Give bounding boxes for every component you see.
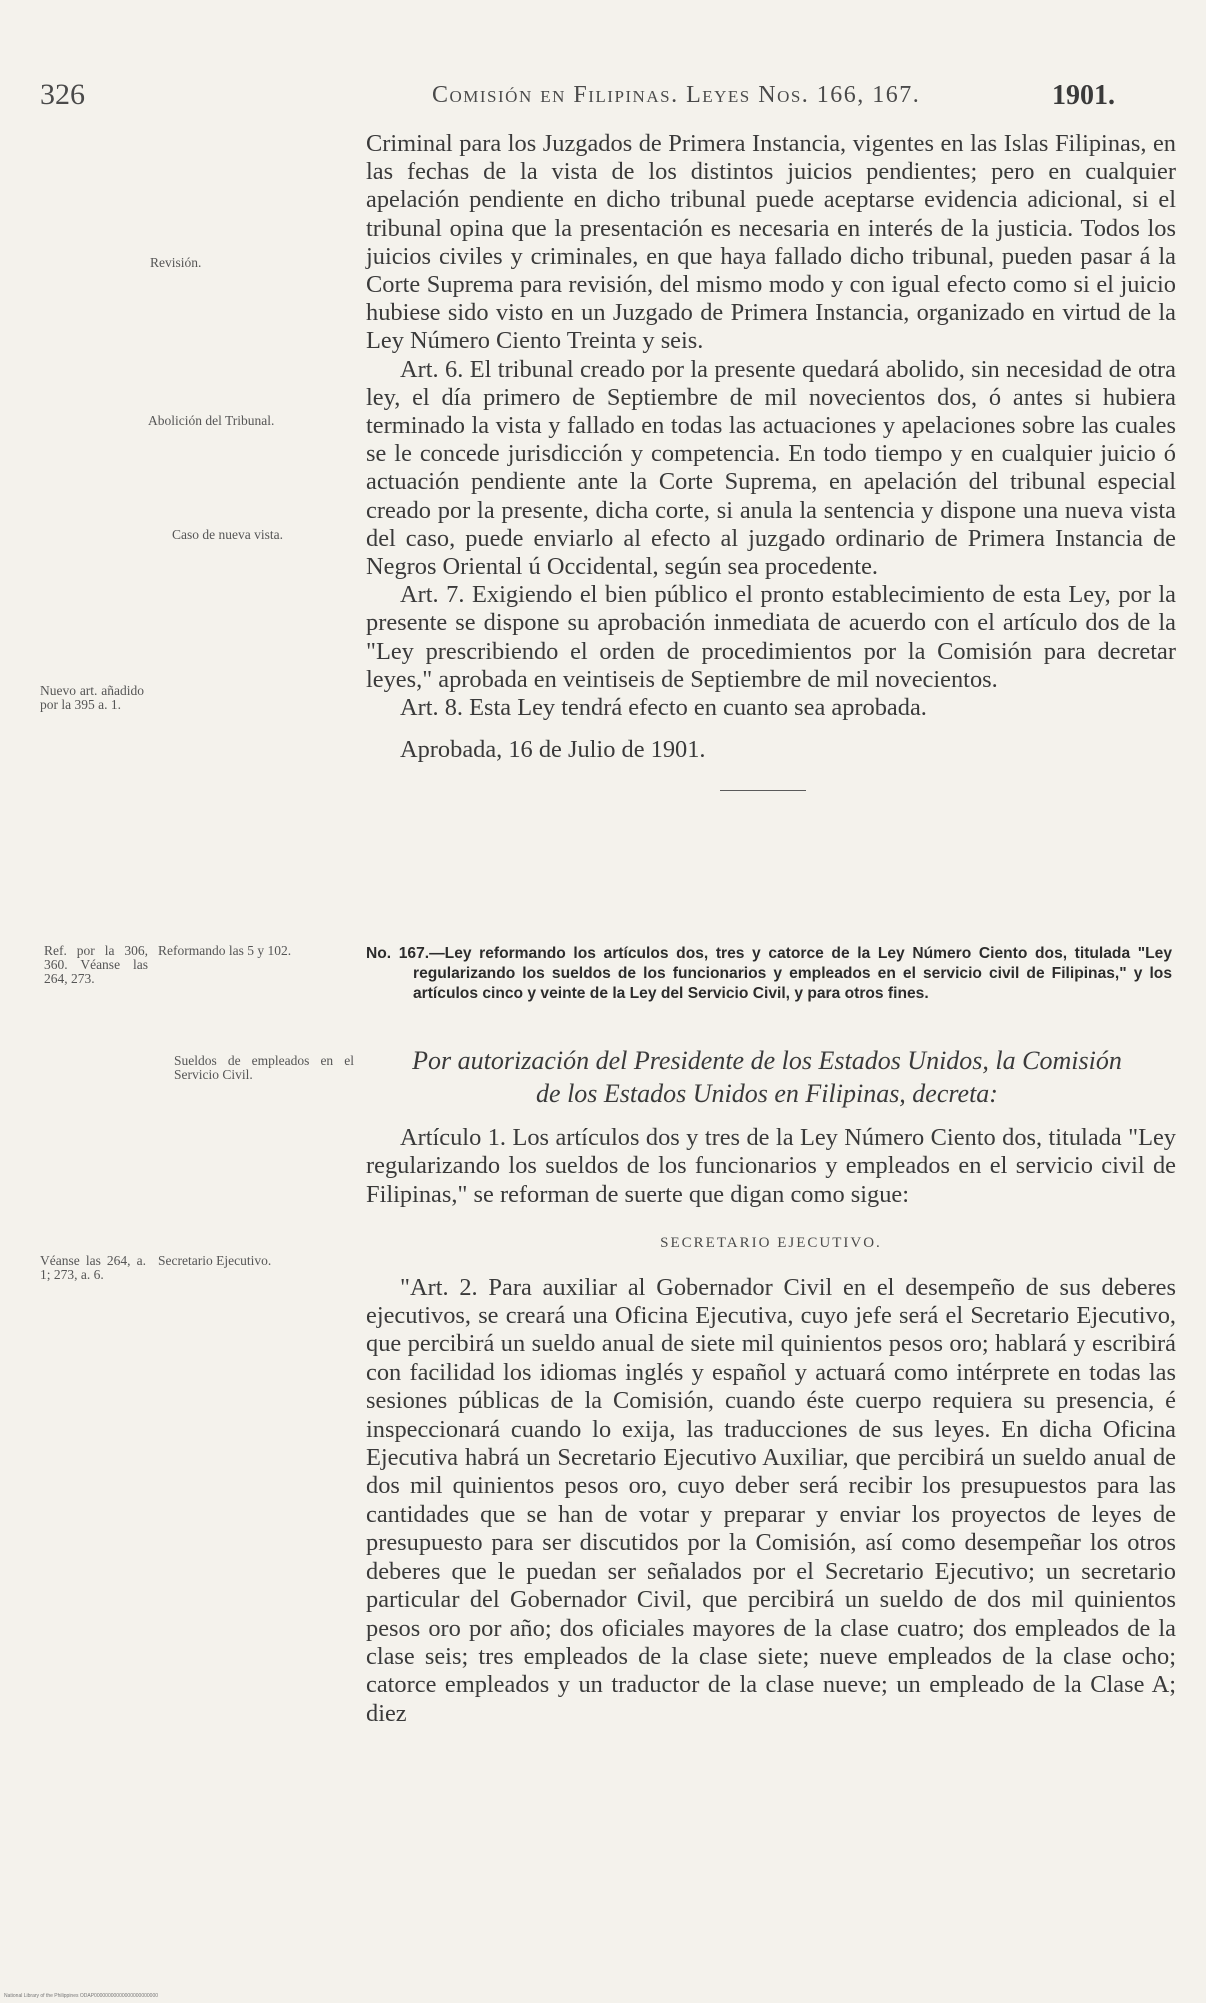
sidenote-revision: Revisión.: [150, 255, 202, 270]
sidenote-sueldos: Sueldos de empleados en el Servicio Civil.: [174, 1053, 354, 1082]
article-2: "Art. 2. Para auxiliar al Gobernador Civil en el desempeño de sus deberes ejecutivos, se creará una Oficina Ejecutiva, cuyo jefe será el Secretario Ejecutivo, que percibirá un sueldo anual de siete mil quinientos pesos oro; hablará y escribirá con facilidad los idiomas inglés y español y actuará como intérprete en todas las sesiones públicas de la Comisión, cuando éste cuerpo requiera su presencia, é inspeccionará cuando lo exija, las traducciones de sus leyes. En dicha Oficina Ejecutiva habrá un Secretario Ejecutivo Auxiliar, que percibirá un sueldo anual de dos mil quinientos pesos oro, cuyo deber será recibir los presupuestos para las cantidades que se han de votar y preparar y enviar los proyectos de leyes de presupuesto para ser discutidos por la Comisión, así como desempeñar los otros deberes que le puedan ser señalados por el Secretario Ejecutivo; un secretario particular del Gobernador Civil, que percibirá un sueldo de dos mil quinientos pesos oro por año; dos oficiales mayores de la clase cuatro; dos empleados de la clase seis; tres empleados de la clase siete; nueve empleados de la clase ocho; catorce empleados y un traductor de la clase nueve; un empleado de la Clase A; diez: [366, 1273, 1176, 1727]
law-167-title-rest: Ciento dos, titulada "Ley regularizando los sueldos de los funcionarios y empleados en el servicio civil de Filipinas," y los artículos cinco y veinte de la Ley del Servicio Civil, y para otros fines.: [413, 945, 1173, 1002]
section-heading: SECRETARIO EJECUTIVO.: [660, 1235, 882, 1252]
sidenote-veanse: Véanse las 264, a. 1; 273, a. 6.: [40, 1253, 146, 1282]
sidenote-abolicion: Abolición del Tribunal.: [148, 413, 275, 428]
approval-date: Aprobada, 16 de Julio de 1901.: [400, 736, 706, 764]
law-167-text: [366, 1044, 1176, 1728]
sidenote-secretario: Secretario Ejecutivo.: [158, 1253, 272, 1268]
article-8: Art. 8. Esta Ley tendrá efecto en cuanto sea aprobada.: [400, 694, 927, 722]
law-166-text: [366, 130, 1176, 791]
sidenote-caso-nueva-vista: Caso de nueva vista.: [172, 527, 283, 542]
enacting-clause-line-2: de los Estados Unidos en Filipinas, decreta:: [536, 1079, 998, 1108]
enacting-clause-line-1: Por autorización del Presidente de los Estados Unidos, la Comisión: [412, 1046, 1122, 1075]
footer-credit: National Library of the Philippines ODAP00000000000000000000000: [4, 1993, 159, 1999]
paragraph-continuation: Criminal para los Juzgados de Primera Instancia, vigentes en las Islas Filipinas, en las fechas de la vista de los distintos juicios pendientes; pero en cualquier apelación pendiente en dicho tribunal puede aceptarse evidencia adicional, si el tribunal opina que la presentación es necesaria en interés de la justicia. Todos los juicios civiles y criminales, en que haya fallado dicho tribunal, pueden pasar á la Corte Suprema para revisión, del mismo modo y con igual efecto como si el juicio hubiese sido visto en un Juzgado de Primera Instancia, organizado en virtud de la Ley Número Ciento Treinta y seis.: [366, 130, 1176, 355]
sidenote-reformando: Reformando las 5 y 102.: [158, 943, 292, 958]
sidenote-ref: Ref. por la 306, 360. Véanse las 264, 273.: [44, 943, 148, 986]
section-divider: [720, 790, 806, 791]
law-167-title-first-line: No. 167.—Ley reformando los artículos dos, tres y catorce de la Ley Número: [366, 945, 972, 962]
running-head-title: Comisión en Filipinas. Leyes Nos. 166, 167.: [432, 82, 921, 108]
law-167-title: [366, 944, 1172, 1004]
page-number: 326: [40, 78, 85, 111]
header-year: 1901.: [1052, 80, 1115, 111]
running-header: [0, 78, 1206, 118]
article-7: Art. 7. Exigiendo el bien público el pronto establecimiento de esta Ley, por la presente se dispone su aprobación inmediata de acuerdo con el artículo dos de la "Ley prescribiendo el orden de procedimientos por la Comisión para decretar leyes," aprobada en veintiseis de Septiembre de mil novecientos.: [366, 581, 1176, 693]
sidenote-nuevo-art: Nuevo art. añadido por la 395 a. 1.: [40, 683, 144, 712]
article-6: Art. 6. El tribunal creado por la presente quedará abolido, sin necesidad de otra ley, el día primero de Septiembre de mil novecientos dos, ó antes si hubiera terminado la vista y fallado en todas las actuaciones y apelaciones sobre las cuales se le concede jurisdicción y competencia. En todo tiempo y en cualquier juicio ó actuación pendiente ante la Corte Suprema, en apelación del tribunal especial creado por la presente, dicha corte, si anula la sentencia y dispone una nueva vista del caso, puede enviarlo al efecto al juzgado ordinario de Primera Instancia de Negros Oriental ú Occidental, según sea procedente.: [366, 355, 1176, 581]
enacting-clause: [358, 1044, 1176, 1110]
article-1: Artículo 1. Los artículos dos y tres de la Ley Número Ciento dos, titulada "Ley regularizando los sueldos de los funcionarios y empleados en el servicio civil de Filipinas," se reforman de suerte que digan como sigue:: [366, 1124, 1176, 1208]
